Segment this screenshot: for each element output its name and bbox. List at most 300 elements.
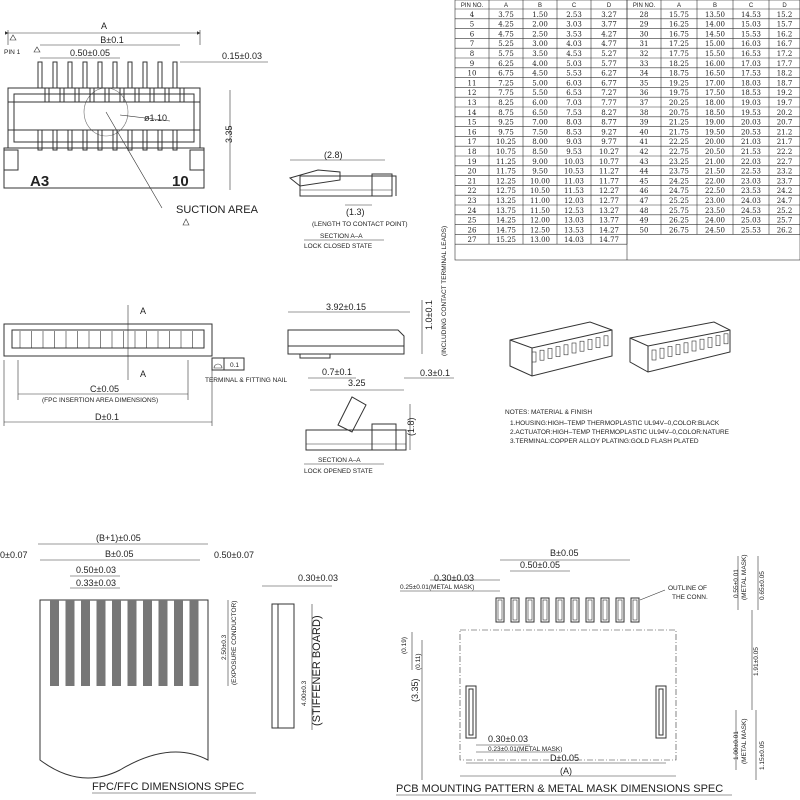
table-cell: 6.00 xyxy=(532,99,548,107)
table-cell: 10.50 xyxy=(529,187,551,196)
table-cell: 20.75 xyxy=(668,108,690,117)
table-cell: 17.7 xyxy=(776,59,793,68)
table-cell: 49 xyxy=(639,216,649,225)
mask-opening xyxy=(588,600,592,620)
table-cell: 19.2 xyxy=(776,89,793,98)
table-cell: 22 xyxy=(467,187,477,196)
table-cell: 23.7 xyxy=(776,177,793,186)
pin-contact xyxy=(98,130,102,150)
side-view xyxy=(288,226,454,390)
table-cell: 16.53 xyxy=(740,50,762,58)
table-cell: 22.25 xyxy=(668,138,690,147)
section-lock-closed xyxy=(290,150,408,250)
table-cell: 23.03 xyxy=(740,177,762,186)
table-cell: 19.53 xyxy=(740,108,762,117)
mask-opening xyxy=(573,600,577,620)
iso-contact xyxy=(684,343,688,353)
table-cell: 12.50 xyxy=(529,226,551,235)
length-note: (LENGTH TO CONTACT POINT) xyxy=(312,221,408,228)
iso-contact xyxy=(564,345,568,355)
table-cell: 33 xyxy=(639,59,649,68)
table-cell: 41 xyxy=(639,138,649,147)
pcb-pad xyxy=(586,598,594,622)
pcb-pad xyxy=(556,598,564,622)
c-note: (FPC INSERTION AREA DIMENSIONS) xyxy=(42,397,159,404)
table-cell: 20.2 xyxy=(776,108,793,117)
table-cell: 15.25 xyxy=(495,236,517,245)
dim-b: B±0.1 xyxy=(100,35,124,45)
dim-fpc-pitch: 0.50±0.03 xyxy=(76,565,116,575)
table-cell: 9.77 xyxy=(601,138,617,147)
table-cell: 47 xyxy=(639,197,649,205)
table-cell: 26 xyxy=(467,226,477,235)
table-cell: 26.2 xyxy=(776,226,793,235)
dim-28: (2.8) xyxy=(324,150,343,160)
pcb-pitch-top: 0.30±0.03 xyxy=(434,573,474,583)
table-cell: 7 xyxy=(469,40,475,49)
table-cell: 42 xyxy=(639,148,649,156)
table-cell: 40 xyxy=(639,128,649,137)
table-cell: 23.50 xyxy=(704,206,726,215)
table-cell: 13.53 xyxy=(563,226,585,235)
iso-contact xyxy=(540,350,544,360)
pcb-pad xyxy=(541,598,549,622)
table-header: PIN NO. xyxy=(460,3,484,9)
table-cell: 24.75 xyxy=(668,187,690,196)
table-cell: 44 xyxy=(639,167,649,176)
dimension-table xyxy=(455,0,800,260)
exposure-note: (EXPOSURE CONDUCTOR) xyxy=(231,600,238,685)
table-cell: 3.53 xyxy=(566,30,582,39)
table-cell: 20.25 xyxy=(668,99,690,107)
table-cell: 18.00 xyxy=(704,99,726,107)
table-cell: 10.27 xyxy=(598,148,620,156)
table-cell: 21 xyxy=(467,177,477,186)
table-cell: 18.50 xyxy=(704,108,726,117)
table-cell: 5.00 xyxy=(532,79,548,88)
table-cell: 24.00 xyxy=(704,216,726,225)
table-cell: 11.25 xyxy=(495,157,517,166)
table-cell: 38 xyxy=(639,108,649,117)
pin-lead xyxy=(135,88,139,102)
table-cell: 8 xyxy=(469,50,475,58)
pcb-100: 1.00±0.01 xyxy=(733,731,740,760)
table-cell: 18.2 xyxy=(776,69,793,78)
table-cell: 17 xyxy=(467,138,477,147)
table-cell: 10.03 xyxy=(563,157,585,166)
table-cell: 15 xyxy=(467,118,477,127)
dim-thickness: 0.30±0.03 xyxy=(298,573,338,583)
pin-lead xyxy=(38,62,42,88)
dim-b05: B±0.05 xyxy=(105,549,134,559)
table-cell: 14.00 xyxy=(704,20,726,29)
table-cell: 30 xyxy=(639,30,649,39)
mask-opening xyxy=(543,600,547,620)
fpc-fingers xyxy=(50,600,199,686)
table-cell: 19.7 xyxy=(776,99,793,107)
pin-contact xyxy=(53,130,57,150)
table-cell: 3.50 xyxy=(532,50,548,58)
pcb-055: 0.55±0.01 xyxy=(733,569,740,598)
pcb-pattern xyxy=(396,548,766,795)
table-cell: 21.03 xyxy=(740,138,762,147)
notes xyxy=(505,409,730,445)
table-cell: 4.00 xyxy=(532,59,548,68)
table-header: B xyxy=(537,3,543,9)
iso-contact xyxy=(580,341,584,351)
table-cell: 25.03 xyxy=(740,216,762,225)
table-header: A xyxy=(503,3,509,9)
table-cell: 6.25 xyxy=(498,59,514,68)
table-cell: 11.77 xyxy=(598,177,620,186)
table-cell: 6.75 xyxy=(498,69,514,78)
table-cell: 25.53 xyxy=(740,226,762,235)
table-cell: 36 xyxy=(639,89,649,98)
table-cell: 21.2 xyxy=(776,128,793,137)
iso-contact xyxy=(716,336,720,346)
table-cell: 3.27 xyxy=(601,10,617,19)
table-cell: 18.53 xyxy=(740,89,762,98)
mask-opening xyxy=(603,600,607,620)
dim-right-margin: 0.50±0.07 xyxy=(214,550,254,560)
dim-stiffener: 4.00±0.3 xyxy=(301,680,308,706)
pin-lead xyxy=(75,88,79,102)
table-cell: 14.25 xyxy=(495,216,517,225)
table-cell: 7.03 xyxy=(566,99,582,107)
table-cell: 12.77 xyxy=(598,197,620,205)
pcb-a: (A) xyxy=(560,766,572,776)
dim-03: 0.3±0.1 xyxy=(420,368,450,378)
table-cell: 43 xyxy=(639,157,649,166)
table-cell: 19.25 xyxy=(668,79,690,88)
iso-contact xyxy=(532,352,536,362)
table-cell: 5.03 xyxy=(566,59,582,68)
table-cell: 2.50 xyxy=(532,30,548,39)
pcb-pad xyxy=(511,598,519,622)
table-cell: 23.25 xyxy=(668,157,690,166)
pcb-115: 1.15±0.05 xyxy=(759,741,766,770)
table-cell: 24.7 xyxy=(776,197,793,205)
table-cell: 16 xyxy=(467,128,477,137)
table-cell: 22.00 xyxy=(704,177,726,186)
table-cell: 8.75 xyxy=(498,108,514,117)
pin-contact xyxy=(173,130,177,150)
pcb-b: B±0.05 xyxy=(550,548,579,558)
table-cell: 25.25 xyxy=(668,197,690,205)
table-cell: 21.00 xyxy=(704,157,726,166)
table-cell: 25.75 xyxy=(668,206,690,215)
fpc-finger xyxy=(159,600,168,686)
pin-lead xyxy=(173,62,177,88)
table-cell: 3.03 xyxy=(566,20,582,29)
table-cell: 8.77 xyxy=(601,118,617,127)
table-cell: 50 xyxy=(639,226,649,235)
dim-07: 0.7±0.1 xyxy=(322,367,352,377)
table-cell: 11.53 xyxy=(563,187,585,196)
top-pins xyxy=(38,62,184,150)
table-header: D xyxy=(782,3,787,9)
table-cell: 8.27 xyxy=(601,108,617,117)
table-cell: 1.50 xyxy=(532,10,548,19)
fpc-finger xyxy=(143,600,152,686)
table-cell: 6.03 xyxy=(566,79,582,88)
iso-contact xyxy=(652,350,656,360)
table-cell: 14.75 xyxy=(495,226,517,235)
dim-392: 3.92±0.15 xyxy=(326,302,366,312)
iso-contact xyxy=(596,338,600,348)
table-cell: 21.7 xyxy=(776,138,793,147)
table-cell: 20.03 xyxy=(740,118,762,127)
section-state-2: LOCK OPENED STATE xyxy=(304,468,373,475)
outline-label: OUTLINE OF xyxy=(668,585,708,592)
table-cell: 15.75 xyxy=(668,10,690,19)
pin-lead xyxy=(45,88,49,102)
table-cell: 9.03 xyxy=(566,138,582,147)
fpc-finger xyxy=(66,600,75,686)
pcb-100-note: (METAL MASK) xyxy=(741,718,748,764)
iso-contact xyxy=(604,336,608,346)
table-cell: 29 xyxy=(639,20,649,29)
pcb-023: 0.23±0.01(METAL MASK) xyxy=(488,746,563,753)
mask-opening xyxy=(618,600,622,620)
table-left xyxy=(455,0,627,244)
table-cell: 11.03 xyxy=(563,177,585,186)
section-title-2: SECTION A–A xyxy=(318,457,361,464)
table-cell: 20.00 xyxy=(704,138,726,147)
table-cell: 12.75 xyxy=(495,187,517,196)
table-cell: 23.53 xyxy=(740,187,762,196)
fpc-finger xyxy=(81,600,90,686)
iso-contact xyxy=(668,346,672,356)
iso-contact xyxy=(708,337,712,347)
dim-d: D±0.1 xyxy=(95,412,119,422)
table-cell: 4.03 xyxy=(566,40,582,49)
pin-lead xyxy=(143,62,147,88)
table-cell: 13.03 xyxy=(563,216,585,225)
table-cell: 13.75 xyxy=(495,206,517,215)
table-cell: 27 xyxy=(467,236,477,245)
table-cell: 19.75 xyxy=(668,89,690,98)
table-cell: 21.53 xyxy=(740,148,762,156)
table-cell: 2.53 xyxy=(566,10,582,19)
table-cell: 5.25 xyxy=(498,40,514,49)
table-cell: 14.27 xyxy=(598,226,620,235)
table-cell: 12.25 xyxy=(495,177,517,186)
table-header: B xyxy=(712,3,718,9)
table-cell: 15.50 xyxy=(704,50,726,58)
table-cell: 20 xyxy=(467,167,477,176)
table-cell: 31 xyxy=(639,40,649,49)
pin-lead xyxy=(150,88,154,102)
pcb-pad xyxy=(601,598,609,622)
table-cell: 15.00 xyxy=(704,40,726,49)
pin1-label: PIN 1 xyxy=(4,49,21,56)
pcb-065: 0.65±0.05 xyxy=(759,571,766,600)
iso-contact xyxy=(676,345,680,355)
table-cell: 16.75 xyxy=(668,30,690,39)
table-cell: 17.50 xyxy=(704,89,726,98)
table-cell: 11 xyxy=(467,79,477,88)
fpc-finger xyxy=(190,600,199,686)
table-cell: 20.53 xyxy=(740,128,762,137)
flatness-note: TERMINAL & FITTING NAIL xyxy=(205,377,288,384)
table-cell: 10.53 xyxy=(563,167,585,176)
table-cell: 24.2 xyxy=(776,187,793,196)
table-cell: 12.53 xyxy=(563,206,585,215)
table-cell: 8.00 xyxy=(532,138,548,147)
table-cell: 22.50 xyxy=(704,187,726,196)
table-cell: 7.25 xyxy=(498,79,514,88)
table-cell: 23.75 xyxy=(668,167,690,176)
dim-diameter: ø1.10 xyxy=(144,113,168,123)
table-cell: 5.50 xyxy=(532,89,548,98)
pin-lead xyxy=(128,62,132,88)
dim-height: 3.35 xyxy=(224,125,234,143)
table-cell: 11.00 xyxy=(529,197,551,205)
table-cell: 22.03 xyxy=(740,157,762,166)
table-cell: 17.2 xyxy=(776,50,793,58)
mask-opening xyxy=(513,600,517,620)
table-cell: 9.27 xyxy=(601,128,617,137)
fpc-dimensions xyxy=(0,533,338,793)
table-cell: 10.77 xyxy=(598,157,620,166)
table-cell: 10.75 xyxy=(495,148,517,156)
table-cell: 39 xyxy=(639,118,649,127)
pin-lead xyxy=(165,88,169,102)
table-cell: 3.00 xyxy=(532,40,548,49)
table-cell: 7.77 xyxy=(601,99,617,107)
note-3: 3.TERMINAL:COPPER ALLOY PLATING:GOLD FLASH PLATED xyxy=(510,438,699,445)
table-header: PIN NO. xyxy=(632,3,656,9)
table-cell: 12.00 xyxy=(529,216,551,225)
fpc-finger xyxy=(128,600,137,686)
front-pins xyxy=(20,331,193,348)
iso-contact xyxy=(548,348,552,358)
dim-10: 1.0±0.1 xyxy=(424,300,434,330)
table-cell: 4.50 xyxy=(532,69,548,78)
dim-18: (1.8) xyxy=(406,417,416,436)
table-cell: 5 xyxy=(469,20,475,29)
table-cell: 14.03 xyxy=(563,236,585,245)
table-cell: 19.50 xyxy=(704,128,726,137)
table-cell: 4.53 xyxy=(566,50,582,58)
pin-lead xyxy=(60,88,64,102)
section-title: SECTION A–A xyxy=(320,233,363,240)
table-cell: 14 xyxy=(467,108,477,117)
table-cell: 22.7 xyxy=(776,157,793,166)
table-cell: 15.2 xyxy=(776,10,793,19)
iso-contact xyxy=(724,334,728,344)
table-cell: 25.7 xyxy=(776,216,793,225)
table-cell: 11.27 xyxy=(598,167,620,176)
iso-contact xyxy=(700,339,704,349)
table-cell: 9.00 xyxy=(532,157,548,166)
section-a-top: A xyxy=(140,306,147,316)
table-cell: 13.25 xyxy=(495,197,517,205)
table-cell: 18.25 xyxy=(668,59,690,68)
table-cell: 20.50 xyxy=(704,148,726,156)
dim-fpc-width: 0.33±0.03 xyxy=(76,578,116,588)
table-cell: 32 xyxy=(639,50,649,58)
table-cell: 23.2 xyxy=(776,167,793,176)
pin-contact xyxy=(128,130,132,150)
table-right xyxy=(627,0,800,234)
notes-title: NOTES: MATERIAL & FINISH xyxy=(505,409,593,416)
table-cell: 26.25 xyxy=(668,216,690,225)
pin-lead xyxy=(98,62,102,88)
table-cell: 21.50 xyxy=(704,167,726,176)
table-cell: 19.00 xyxy=(704,118,726,127)
table-cell: 6 xyxy=(469,30,475,39)
table-cell: 5.75 xyxy=(498,50,514,58)
table-cell: 26.75 xyxy=(668,226,690,235)
fpc-finger xyxy=(174,600,183,686)
warning-triangle-icon xyxy=(183,219,189,225)
table-cell: 16.2 xyxy=(776,30,793,39)
dim-left-margin: 0±0.07 xyxy=(0,550,28,560)
table-cell: 19 xyxy=(467,157,477,166)
table-cell: 14.77 xyxy=(598,236,620,245)
table-cell: 8.50 xyxy=(532,148,548,156)
height-note: (INCLUDING CONTACT TERMINAL LEADS) xyxy=(441,225,448,356)
pin-lead xyxy=(53,62,57,88)
dim-c: C±0.05 xyxy=(90,384,119,394)
outline-label-2: THE CONN. xyxy=(672,594,708,601)
table-cell: 9.53 xyxy=(566,148,582,156)
table-cell: 4.27 xyxy=(601,30,617,39)
pcb-pad xyxy=(631,598,639,622)
table-cell: 18.03 xyxy=(740,79,762,88)
table-header: C xyxy=(571,3,577,9)
pcb-019: (0.19) xyxy=(401,637,408,654)
pcb-pad xyxy=(616,598,624,622)
pcb-pitch-main: 0.50±0.05 xyxy=(520,560,560,570)
pin-contact xyxy=(68,130,72,150)
table-cell: 14.53 xyxy=(740,10,762,19)
pin-contact xyxy=(38,130,42,150)
table-cell: 28 xyxy=(639,10,649,19)
table-cell: 5.27 xyxy=(601,50,617,58)
table-cell: 4.25 xyxy=(498,20,514,29)
pin-lead xyxy=(83,62,87,88)
table-cell: 9.75 xyxy=(498,128,514,137)
section-state: LOCK CLOSED STATE xyxy=(304,243,373,250)
dim-exposure: 2.50±0.3 xyxy=(221,634,228,660)
table-cell: 24.25 xyxy=(668,177,690,186)
table-cell: 16.50 xyxy=(704,69,726,78)
fpc-finger xyxy=(112,600,121,686)
table-cell: 13.77 xyxy=(598,216,620,225)
table-cell: 16.00 xyxy=(704,59,726,68)
table-cell: 24.53 xyxy=(740,206,762,215)
table-cell: 18.7 xyxy=(776,79,793,88)
table-cell: 8.53 xyxy=(566,128,582,137)
table-cell: 13.27 xyxy=(598,206,620,215)
table-cell: 7.50 xyxy=(532,128,548,137)
table-cell: 18 xyxy=(467,148,477,156)
note-1: 1.HOUSING:HIGH–TEMP THERMOPLASTIC UL94V–0,COLOR:BLACK xyxy=(510,420,720,427)
iso-contact xyxy=(692,341,696,351)
table-cell: 10.25 xyxy=(495,138,517,147)
table-cell: 6.53 xyxy=(566,89,582,98)
iso-contact xyxy=(572,343,576,353)
table-cell: 4.77 xyxy=(601,40,617,49)
table-cell: 9.50 xyxy=(532,167,548,176)
table-cell: 14.50 xyxy=(704,30,726,39)
table-cell: 15.03 xyxy=(740,20,762,29)
table-cell: 4 xyxy=(469,10,475,19)
iso-contact xyxy=(660,348,664,358)
